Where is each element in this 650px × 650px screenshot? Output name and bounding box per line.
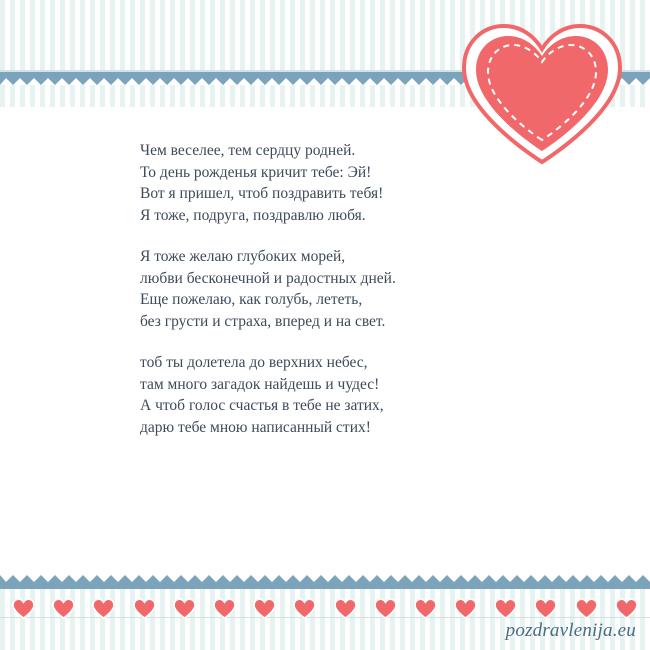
poem-stanza-2 bbox=[140, 246, 570, 332]
poem-line: там много загадок найдешь и чудес! bbox=[140, 375, 380, 393]
poem-line: Я тоже желаю глубоких морей, bbox=[140, 248, 346, 265]
poem-line: без грусти и страха, вперед и на свет. bbox=[140, 312, 386, 330]
heart-icon bbox=[615, 598, 638, 619]
heart-icon bbox=[12, 598, 35, 619]
heart-icon bbox=[575, 598, 598, 619]
poem-stanza-3 bbox=[140, 352, 570, 438]
bottom-zigzag-border bbox=[0, 575, 650, 589]
heart-icon bbox=[253, 598, 276, 619]
heart-icon bbox=[414, 598, 437, 619]
poem-stanza-1 bbox=[140, 140, 570, 226]
heart-icon bbox=[213, 598, 236, 619]
poem-line: любви бесконечной и радостных дней. bbox=[140, 269, 396, 287]
poem-line: дарю тебе мною написанный стих! bbox=[140, 418, 371, 436]
heart-icon bbox=[454, 598, 477, 619]
heart-icon bbox=[133, 598, 156, 619]
poem-line: А чтоб голос счастья в тебе не затих, bbox=[140, 397, 384, 414]
heart-icon bbox=[173, 598, 196, 619]
poem-text bbox=[140, 140, 570, 458]
poem-line: Чем веселее, тем сердцу родней. bbox=[140, 142, 356, 159]
poem-line: Вот я пришел, чтоб поздравить тебя! bbox=[140, 185, 384, 202]
heart-icon bbox=[334, 598, 357, 619]
poem-line: То день рожденья кричит тебе: Эй! bbox=[140, 163, 372, 181]
heart-icon bbox=[52, 598, 75, 619]
poem-line: Я тоже, подруга, поздравлю любя. bbox=[140, 206, 366, 224]
heart-icon bbox=[374, 598, 397, 619]
poem-line: тоб ты долетела до верхних небес, bbox=[140, 354, 368, 371]
heart-icon bbox=[534, 598, 557, 619]
heart-icon bbox=[494, 598, 517, 619]
heart-icon bbox=[293, 598, 316, 619]
heart-icon bbox=[92, 598, 115, 619]
poem-line: Еще пожелаю, как голубь, лететь, bbox=[140, 291, 363, 308]
watermark-text: pozdravlenija.eu bbox=[505, 620, 636, 641]
